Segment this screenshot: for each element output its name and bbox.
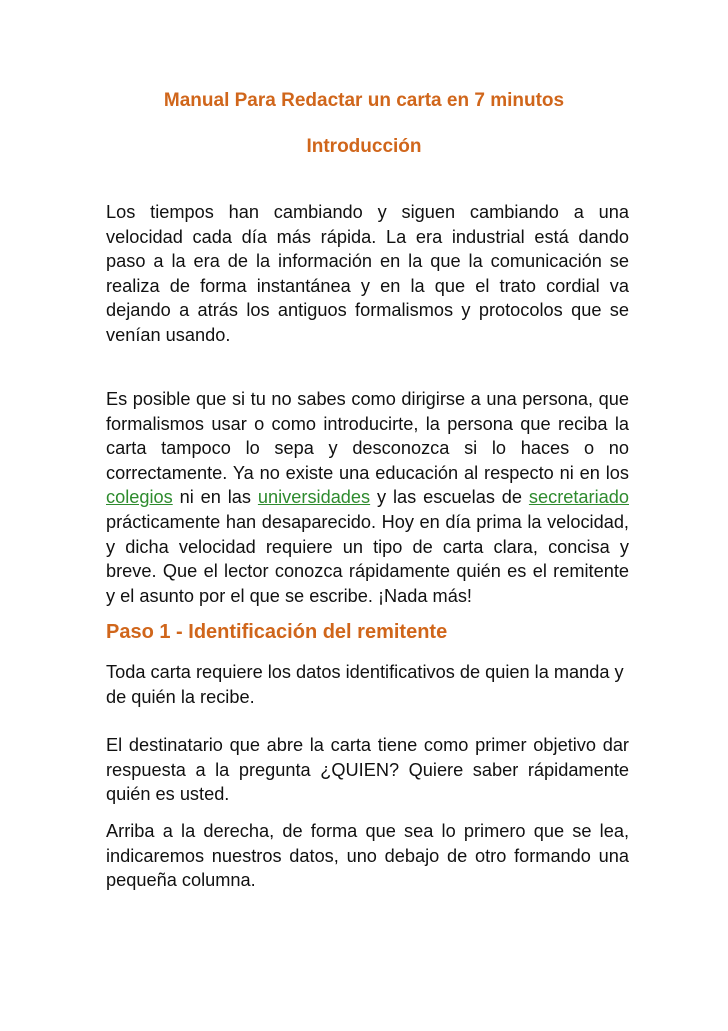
section-title-introduccion: Introducción — [306, 136, 422, 157]
link-universidades[interactable]: universidades — [257, 487, 371, 508]
intro-paragraph-1: Los tiempos han cambiando y siguen cambiando a una velocidad cada día más rápida. La era industrial está dando paso a la era de la información en la que la comunicación se realiza de forma instantánea y en la que el trato cordial va dejando a atrás los antiguos formalismos y protocolos que se venían usando. — [106, 202, 629, 345]
paragraph-2-text-d: prácticamente han desaparecido. Hoy en día prima la velocidad, y dicha velocidad requiere un tipo de carta clara, concisa y breve. Que el lector conozca rápidamente quién es el remitente y el asunto por el que se escribe. ¡Nada más! — [106, 511, 629, 606]
step-1-paragraph-1: Toda carta requiere los datos identificativos de quien la manda y de quién la recibe. — [106, 662, 624, 707]
document-title: Manual Para Redactar un carta en 7 minutos — [163, 90, 565, 111]
link-secretariado[interactable]: secretariado — [528, 487, 629, 508]
step-1-paragraph-2: El destinatario que abre la carta tiene como primer objetivo dar respuesta a la pregunta ¿QUIEN? Quiere saber rápidamente quién es usted. — [106, 735, 629, 805]
intro-paragraph-2 — [106, 387, 629, 608]
link-colegios[interactable]: colegios — [106, 487, 173, 508]
paragraph-2-text-a: Es posible que si tu no sabes como dirigirse a una persona, que formalismos usar o como introducirte, la persona que reciba la carta tampoco lo sepa y desconozca si lo haces o no correctamente. Ya no existe una educación al respecto ni en los — [106, 389, 629, 483]
step-1-heading: Paso 1 - Identificación del remitente — [106, 621, 448, 643]
paragraph-2-text-b: ni en las — [172, 487, 258, 508]
paragraph-2-text-c: y las escuelas de — [370, 487, 529, 508]
step-1-paragraph-3: Arriba a la derecha, de forma que sea lo primero que se lea, indicaremos nuestros datos, uno debajo de otro formando una pequeña columna. — [106, 821, 629, 891]
